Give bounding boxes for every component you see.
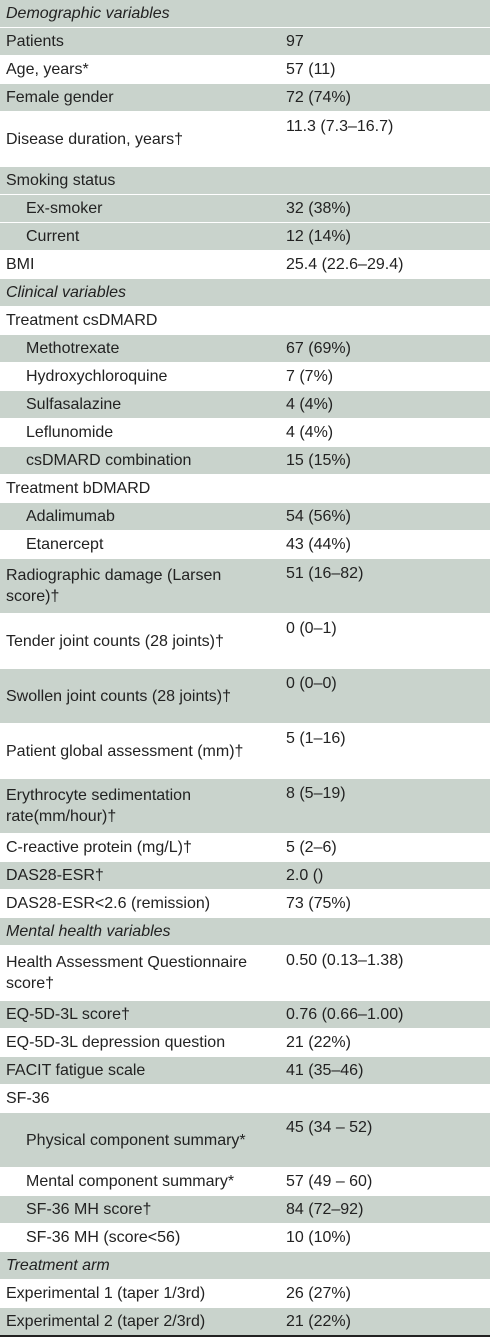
row-value: 84 (72–92) [274, 1196, 490, 1224]
section-header-row [0, 279, 490, 307]
table-row [0, 559, 490, 614]
row-value: 67 (69%) [274, 335, 490, 363]
row-label: Ex-smoker [0, 195, 274, 223]
row-label: Etanercept [0, 531, 274, 559]
row-value: 11.3 (7.3–16.7) [274, 112, 490, 167]
row-label: Adalimumab [0, 503, 274, 531]
row-value: 12 (14%) [274, 223, 490, 251]
row-label: Mental health variables [0, 918, 274, 946]
row-value: 45 (34 – 52) [274, 1113, 490, 1168]
table-row [0, 307, 490, 335]
table-row [0, 223, 490, 251]
table-row [0, 195, 490, 223]
row-label: Physical component summary* [0, 1113, 274, 1168]
row-value [274, 475, 490, 503]
table-row [0, 363, 490, 391]
row-value [274, 307, 490, 335]
row-value: 5 (1–16) [274, 724, 490, 779]
row-value: 4 (4%) [274, 419, 490, 447]
row-label: Patients [0, 28, 274, 56]
row-value: 25.4 (22.6–29.4) [274, 251, 490, 279]
table-row [0, 1057, 490, 1085]
row-label: Methotrexate [0, 335, 274, 363]
table-row [0, 167, 490, 195]
row-label: Hydroxychloroquine [0, 363, 274, 391]
table-row [0, 28, 490, 56]
row-value: 54 (56%) [274, 503, 490, 531]
row-label: Experimental 1 (taper 1/3rd) [0, 1280, 274, 1308]
table-row [0, 419, 490, 447]
table-row [0, 1280, 490, 1308]
row-label: Tender joint counts (28 joints)† [0, 614, 274, 669]
row-value: 0.50 (0.13–1.38) [274, 946, 490, 1001]
row-label: Treatment csDMARD [0, 307, 274, 335]
row-value: 73 (75%) [274, 890, 490, 918]
table-row [0, 391, 490, 419]
table-row [0, 779, 490, 834]
row-value: 72 (74%) [274, 84, 490, 112]
table-row [0, 1308, 490, 1337]
table-row [0, 84, 490, 112]
section-header-row [0, 918, 490, 946]
row-label: Health Assessment Questionnaire score† [0, 946, 274, 1001]
table-row [0, 946, 490, 1001]
row-value: 97 [274, 28, 490, 56]
row-value: 15 (15%) [274, 447, 490, 475]
section-header-row [0, 1252, 490, 1280]
row-label: SF-36 MH score† [0, 1196, 274, 1224]
row-value: 10 (10%) [274, 1224, 490, 1252]
row-value: 2.0 () [274, 862, 490, 890]
table-row [0, 1196, 490, 1224]
row-value [274, 167, 490, 195]
row-value: 57 (49 – 60) [274, 1168, 490, 1196]
row-label: Mental component summary* [0, 1168, 274, 1196]
row-label: Patient global assessment (mm)† [0, 724, 274, 779]
row-label: C-reactive protein (mg/L)† [0, 834, 274, 862]
row-label: Swollen joint counts (28 joints)† [0, 669, 274, 724]
row-label: DAS28-ESR<2.6 (remission) [0, 890, 274, 918]
row-label: Erythrocyte sedimentation rate(mm/hour)† [0, 779, 274, 834]
row-value [274, 0, 490, 28]
table-row [0, 1168, 490, 1196]
row-value: 32 (38%) [274, 195, 490, 223]
row-label: EQ-5D-3L depression question [0, 1029, 274, 1057]
row-label: csDMARD combination [0, 447, 274, 475]
section-header-row [0, 0, 490, 28]
row-value: 0.76 (0.66–1.00) [274, 1001, 490, 1029]
table-row [0, 614, 490, 669]
table-row [0, 531, 490, 559]
row-value: 26 (27%) [274, 1280, 490, 1308]
row-label: Experimental 2 (taper 2/3rd) [0, 1308, 274, 1337]
row-label: Disease duration, years† [0, 112, 274, 167]
row-value: 41 (35–46) [274, 1057, 490, 1085]
row-value: 5 (2–6) [274, 834, 490, 862]
table-row [0, 1029, 490, 1057]
row-value: 0 (0–1) [274, 614, 490, 669]
row-value: 21 (22%) [274, 1308, 490, 1337]
table-row [0, 112, 490, 167]
row-label: BMI [0, 251, 274, 279]
row-label: Clinical variables [0, 279, 274, 307]
row-label: Smoking status [0, 167, 274, 195]
row-value: 21 (22%) [274, 1029, 490, 1057]
table-row [0, 669, 490, 724]
row-label: EQ-5D-3L score† [0, 1001, 274, 1029]
row-value: 51 (16–82) [274, 559, 490, 614]
row-value: 4 (4%) [274, 391, 490, 419]
table-row [0, 56, 490, 84]
row-value [274, 279, 490, 307]
table-row [0, 475, 490, 503]
row-label: DAS28-ESR† [0, 862, 274, 890]
row-value: 57 (11) [274, 56, 490, 84]
row-value [274, 918, 490, 946]
row-label: Age, years* [0, 56, 274, 84]
row-label: Current [0, 223, 274, 251]
table-row [0, 447, 490, 475]
table-row [0, 862, 490, 890]
row-label: Treatment bDMARD [0, 475, 274, 503]
row-value: 7 (7%) [274, 363, 490, 391]
table-row [0, 1085, 490, 1113]
row-label: FACIT fatigue scale [0, 1057, 274, 1085]
table-row [0, 335, 490, 363]
table-row [0, 834, 490, 862]
row-value [274, 1085, 490, 1113]
row-value: 0 (0–0) [274, 669, 490, 724]
row-label: SF-36 MH (score<56) [0, 1224, 274, 1252]
table-row [0, 503, 490, 531]
row-label: Female gender [0, 84, 274, 112]
row-value: 8 (5–19) [274, 779, 490, 834]
table-row [0, 724, 490, 779]
table-row [0, 890, 490, 918]
table-row [0, 251, 490, 279]
row-label: SF-36 [0, 1085, 274, 1113]
row-label: Sulfasalazine [0, 391, 274, 419]
table-row [0, 1113, 490, 1168]
row-label: Treatment arm [0, 1252, 274, 1280]
row-value [274, 1252, 490, 1280]
table-row [0, 1001, 490, 1029]
row-label: Demographic variables [0, 0, 274, 28]
row-label: Radiographic damage (Larsen score)† [0, 559, 274, 614]
row-value: 43 (44%) [274, 531, 490, 559]
table-row [0, 1224, 490, 1252]
row-label: Leflunomide [0, 419, 274, 447]
